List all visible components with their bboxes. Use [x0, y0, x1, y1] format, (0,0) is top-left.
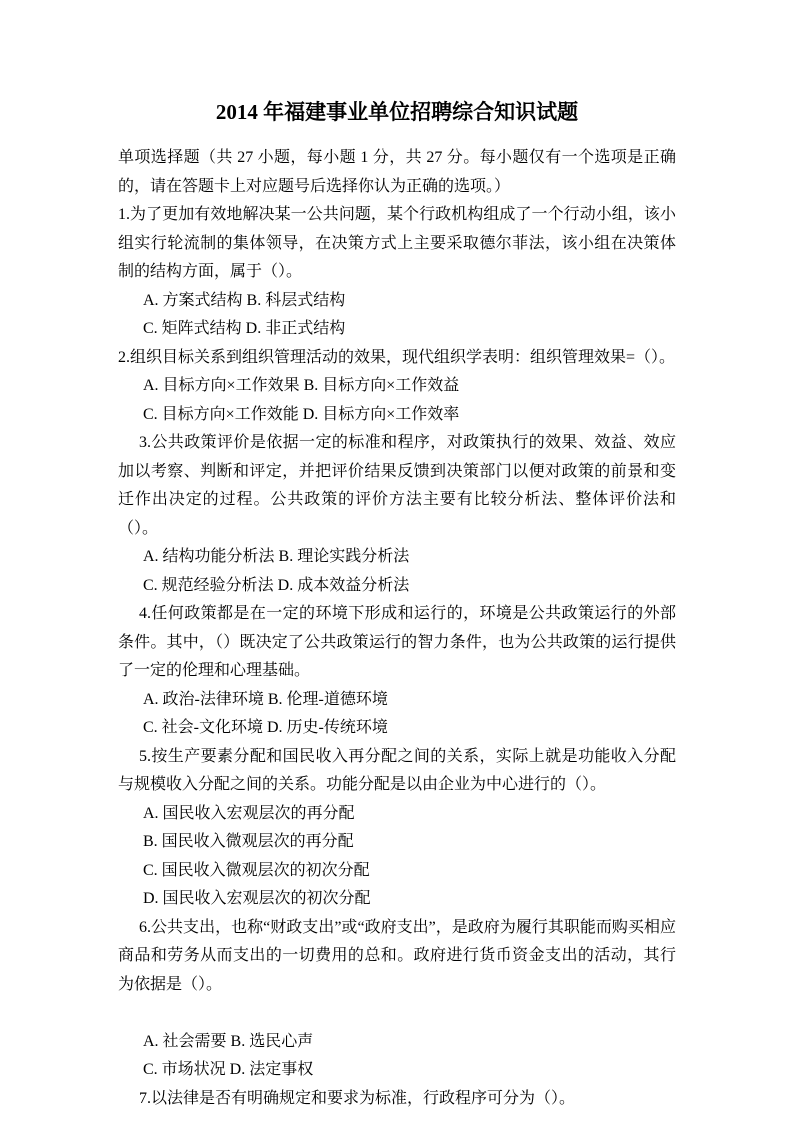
question-1-option-line-cd: C. 矩阵式结构 D. 非正式结构 [143, 320, 346, 337]
question-6 [118, 914, 676, 1085]
question-2-option-line-ab: A. 目标方向×工作效果 B. 目标方向×工作效益 [143, 377, 460, 394]
question-4-option-line-cd: C. 社会-文化环境 D. 历史-传统环境 [143, 719, 388, 736]
question-1-option-line-ab: A. 方案式结构 B. 科层式结构 [143, 291, 346, 309]
question-4 [118, 600, 676, 743]
question-3-text: 3.公共政策评价是依据一定的标准和程序，对政策执行的效果、效益、效应加以考察、判断和评定，并把评价结果反馈到决策部门以便对政策的前景和变迁作出决定的过程。公共政策的评价方法主要有比较分析法、整体评价法和（）。 [118, 434, 676, 537]
question-2-text: 2.组织目标关系到组织管理活动的效果，现代组织学表明：组织管理效果=（）。 [118, 348, 676, 366]
question-6-text: 6.公共支出，也称“财政支出”或“政府支出”，是政府为履行其职能而购买相应商品和劳务从而支出的一切费用的总和。政府进行货币资金支出的活动，其行为依据是（）。 [118, 918, 676, 993]
question-3-option-line-cd: C. 规范经验分析法 D. 成本效益分析法 [143, 576, 410, 594]
question-5-option-line-d: D. 国民收入宏观层次的初次分配 [143, 890, 371, 907]
question-2 [118, 344, 676, 430]
question-1-text: 1.为了更加有效地解决某一公共问题，某个行政机构组成了一个行动小组，该小组实行轮流制的集体领导，在决策方式上主要采取德尔菲法，该小组在决策体制的结构方面，属于（）。 [118, 206, 676, 280]
question-7-text: 7.以法律是否有明确规定和要求为标准，行政程序可分为（）。 [139, 1089, 576, 1107]
question-4-option-line-ab: A. 政治-法律环境 B. 伦理-道德环境 [143, 690, 388, 708]
question-5-option-line-b: B. 国民收入微观层次的再分配 [143, 833, 354, 850]
question-6-option-line-cd: C. 市场状况 D. 法定事权 [143, 1061, 314, 1078]
document-title: 2014 年福建事业单位招聘综合知识试题 [215, 100, 579, 124]
question-1 [118, 201, 676, 344]
question-2-option-line-cd: C. 目标方向×工作效能 D. 目标方向×工作效率 [143, 405, 460, 423]
instructions-paragraph: 单项选择题（共 27 小题，每小题 1 分，共 27 分。每小题仅有一个选项是正确的，请在答题卡上对应题号后选择你认为正确的选项。） [118, 149, 676, 195]
question-5-option-line-c: C. 国民收入微观层次的初次分配 [143, 861, 370, 879]
question-3 [118, 429, 676, 600]
question-7 [118, 1085, 676, 1114]
question-3-option-line-ab: A. 结构功能分析法 B. 理论实践分析法 [143, 548, 410, 565]
question-5 [118, 743, 676, 914]
question-5-option-line-a: A. 国民收入宏观层次的再分配 [143, 804, 355, 822]
question-6-option-line-ab: A. 社会需要 B. 选民心声 [143, 1032, 314, 1050]
question-4-text: 4.任何政策都是在一定的环境下形成和运行的，环境是公共政策运行的外部条件。其中，（）既决定了公共政策运行的智力条件，也为公共政策的运行提供了一定的伦理和心理基础。 [118, 605, 676, 679]
question-5-text: 5.按生产要素分配和国民收入再分配之间的关系，实际上就是功能收入分配与规模收入分配之间的关系。功能分配是以由企业为中心进行的（）。 [118, 747, 676, 793]
